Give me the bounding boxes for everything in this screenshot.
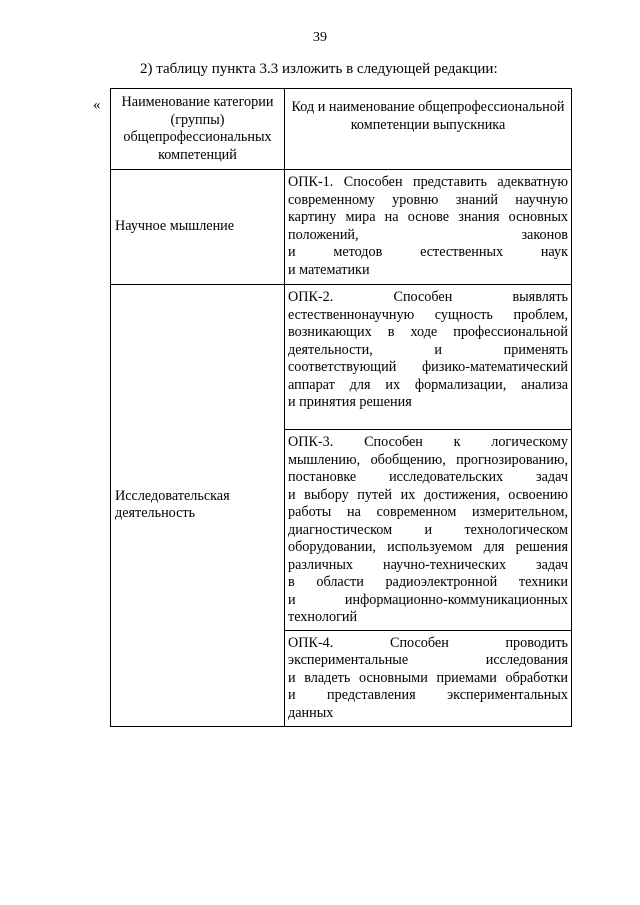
opk4-line: и представления экспериментальных (288, 687, 568, 703)
opk1-line: современному уровню знаний научную (288, 191, 568, 208)
category-research: Исследовательская деятельность (111, 285, 285, 727)
opk1-line: картину мира на основе знания основных (288, 209, 568, 225)
opk2-line: и принятия решения (288, 394, 412, 410)
table-row (111, 170, 572, 285)
opk4-line: экспериментальные исследования (288, 652, 568, 668)
opk3-line: и выбору путей их достижения, освоению (288, 486, 568, 503)
opk3-line: технологий (288, 609, 358, 625)
opk4-line: данных (288, 704, 334, 721)
table-row (111, 285, 572, 430)
opk3-line: диагностическом и технологическом (288, 521, 568, 538)
opk3-line: ОПК-3. Способен к логическому (288, 434, 568, 450)
header-competency (285, 89, 572, 170)
page-number: 39 (313, 30, 327, 45)
opk3-line: работы на современном измерительном, (288, 504, 568, 520)
header-category: Наименование категории (группы) общепрофессиональных компетенций (111, 89, 285, 170)
category-science: Научное мышление (111, 170, 285, 285)
opk3-line: в области радиоэлектронной техники (288, 574, 568, 590)
header-competency-text: Код и наименование общепрофессиональной компетенции выпускника (291, 99, 565, 133)
opk3-line: и информационно-коммуникационных (288, 591, 568, 608)
opk1-line: положений, законов (288, 226, 568, 243)
competency-opk1 (285, 170, 572, 285)
intro-text: 2) таблицу пункта 3.3 изложить в следующей редакции: (140, 61, 498, 77)
competency-opk3 (285, 430, 572, 631)
opk2-line: соответствующий физико-математический (288, 359, 568, 375)
opk1-line: и математики (288, 261, 370, 278)
opk3-line: мышлению, обобщению, прогнозированию, (288, 451, 568, 468)
opk2-line: аппарат для их формализации, анализа (288, 376, 568, 393)
opk1-line: ОПК-1. Способен представить адекватную (288, 174, 568, 190)
opening-quote: « (93, 97, 101, 113)
opk3-line: различных научно-технических задач (288, 556, 568, 573)
opk1-line: и методов естественных наук (288, 244, 568, 260)
opk3-line: оборудовании, используемом для решения (288, 539, 568, 555)
table-header-row (111, 89, 572, 170)
opk2-line: ОПК-2. Способен выявлять (288, 289, 568, 305)
opk3-line: постановке исследовательских задач (288, 469, 568, 485)
opk2-line: деятельности, и применять (288, 341, 568, 358)
competency-opk2 (285, 285, 572, 430)
opk2-line: естественнонаучную сущность проблем, (288, 306, 568, 323)
opk2-line: возникающих в ходе профессиональной (288, 324, 568, 340)
competency-opk4 (285, 630, 572, 726)
opk4-line: ОПК-4. Способен проводить (288, 634, 568, 651)
competency-table (110, 88, 572, 727)
opk4-line: и владеть основными приемами обработки (288, 669, 568, 686)
